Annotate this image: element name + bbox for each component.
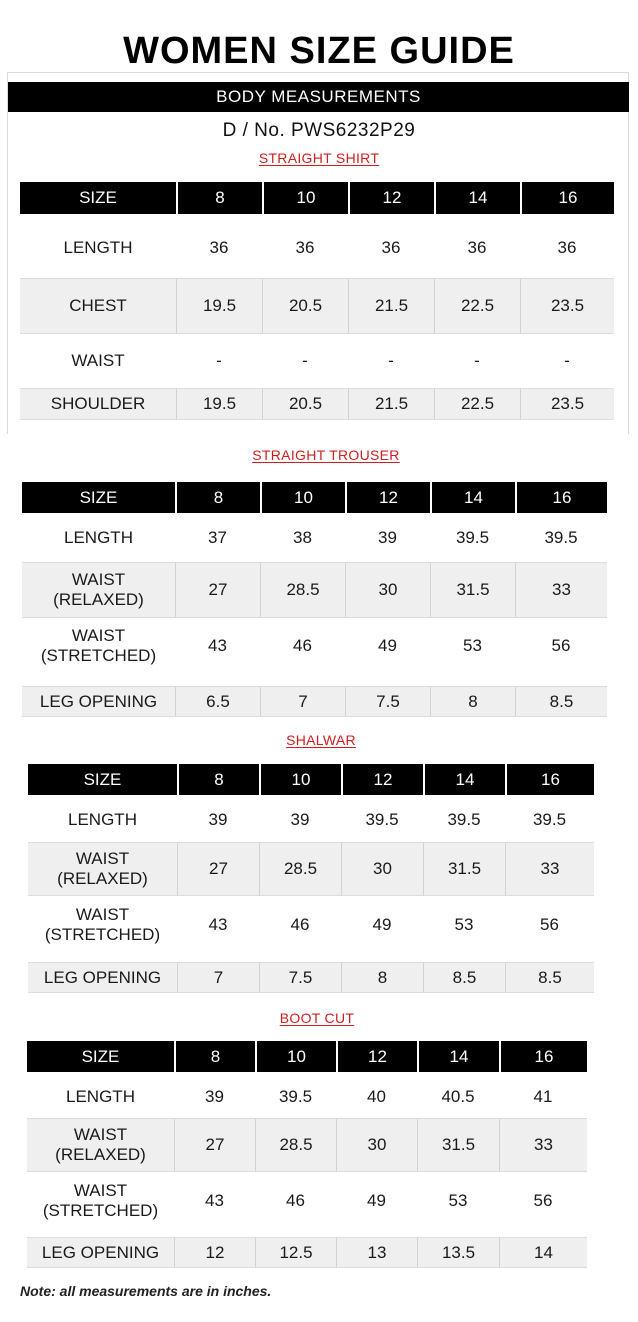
size-column-header: 10	[255, 1041, 336, 1072]
measurement-value: 12	[174, 1237, 255, 1268]
measurement-value: 8	[430, 686, 515, 717]
measurement-value: 43	[208, 636, 227, 655]
measurement-label: WAIST (STRETCHED)	[40, 626, 157, 665]
measurement-value: 8.5	[515, 686, 607, 717]
size-column-header: 12	[348, 182, 434, 214]
size-column-header: 16	[505, 764, 594, 795]
measurement-value: 39.5	[455, 528, 490, 547]
measurement-label: LENGTH	[68, 810, 137, 829]
size-header-cell: SIZE	[28, 764, 177, 795]
measurement-value: 36	[557, 238, 577, 257]
size-column-header: 8	[174, 1041, 255, 1072]
measurement-value: 27	[175, 562, 260, 618]
measurement-value: 33	[515, 562, 607, 618]
measurement-value: 37	[208, 528, 227, 547]
size-column-header: 16	[515, 482, 607, 513]
measurement-value: 28.5	[260, 562, 345, 618]
table-row	[20, 338, 614, 384]
measurement-value: 39.5	[278, 1087, 313, 1106]
measurement-value: 39.5	[532, 810, 567, 829]
measurement-value: 41	[533, 1087, 553, 1106]
measurement-value: 8	[341, 962, 423, 993]
measurement-value: 39.5	[447, 810, 481, 829]
measurement-value: 30	[345, 562, 430, 618]
measurement-value: -	[474, 351, 480, 370]
section-heading: STRAIGHT TROUSER	[252, 447, 400, 463]
table-row	[28, 842, 594, 896]
measurement-value: 23.5	[520, 388, 614, 420]
size-header-cell: SIZE	[20, 182, 176, 214]
measurement-value: 56	[540, 915, 559, 934]
measurement-value: 30	[336, 1118, 417, 1172]
measurement-value: 33	[505, 842, 594, 896]
size-table	[20, 182, 614, 420]
measurement-value: 22.5	[434, 278, 520, 334]
measurement-label: WAIST (RELAXED)	[27, 1118, 174, 1172]
measurement-value: 12.5	[255, 1237, 336, 1268]
measurement-label: LENGTH	[66, 1087, 135, 1106]
table-header-row	[28, 764, 594, 795]
measurement-value: 53	[448, 1191, 468, 1210]
measurement-value: 39	[208, 810, 228, 829]
section-heading: STRAIGHT SHIRT	[258, 150, 380, 166]
size-column-header: 14	[417, 1041, 499, 1072]
measurement-value: 33	[499, 1118, 587, 1172]
measurement-value: 14	[499, 1237, 587, 1268]
size-column-header: 14	[423, 764, 505, 795]
measurement-label: SHOULDER	[20, 388, 176, 420]
measurement-label: CHEST	[20, 278, 176, 334]
measurement-value: 36	[467, 238, 487, 257]
measurement-label: WAIST (RELAXED)	[28, 842, 177, 896]
table-row	[27, 1078, 587, 1116]
measurement-value: 28.5	[259, 842, 341, 896]
measurement-value: 22.5	[434, 388, 520, 420]
measurement-value: 19.5	[176, 278, 262, 334]
size-header-cell: SIZE	[22, 482, 175, 513]
measurement-value: 46	[290, 915, 310, 934]
measurement-value: 7.5	[345, 686, 430, 717]
size-column-header: 12	[341, 764, 423, 795]
measurement-value: 38	[293, 528, 312, 547]
size-column-header: 12	[345, 482, 430, 513]
table-row	[22, 686, 607, 717]
measurement-value: 27	[177, 842, 259, 896]
measurement-label: LENGTH	[63, 238, 133, 257]
design-number: D / No. PWS6232P29	[222, 120, 416, 141]
table-row	[22, 618, 607, 674]
body-measurements-banner: BODY MEASUREMENTS	[8, 82, 629, 112]
measurement-value: 49	[367, 1191, 386, 1210]
table-row	[28, 898, 594, 952]
measurement-value: 46	[286, 1191, 305, 1210]
measurement-value: 20.5	[262, 388, 348, 420]
measurement-label: LENGTH	[64, 528, 133, 547]
measurement-value: 8.5	[505, 962, 594, 993]
measurement-value: 39.5	[544, 528, 578, 547]
measurement-value: 36	[209, 238, 229, 257]
measurement-value: 31.5	[430, 562, 515, 618]
measurement-value: 6.5	[175, 686, 260, 717]
measurement-value: 39	[205, 1087, 224, 1106]
table-row	[28, 800, 594, 840]
measurement-value: 7	[177, 962, 259, 993]
size-column-header: 12	[336, 1041, 417, 1072]
measurement-value: -	[302, 351, 308, 370]
measurement-value: 39	[378, 528, 397, 547]
measurement-value: 28.5	[255, 1118, 336, 1172]
measurement-value: 53	[454, 915, 474, 934]
measurement-value: -	[388, 351, 394, 370]
measurement-label: WAIST (STRETCHED)	[44, 905, 161, 944]
measurement-value: 46	[293, 636, 312, 655]
table-header-row	[22, 482, 607, 513]
size-column-header: 14	[434, 182, 520, 214]
size-column-header: 8	[177, 764, 259, 795]
measurement-value: 36	[295, 238, 315, 257]
measurement-value: 23.5	[520, 278, 614, 334]
size-column-header: 10	[262, 182, 348, 214]
measurement-value: 39.5	[365, 810, 399, 829]
table-row	[22, 516, 607, 560]
measurement-label: WAIST (RELAXED)	[22, 562, 175, 618]
table-row	[20, 388, 614, 420]
size-table	[28, 764, 594, 993]
table-row	[27, 1174, 587, 1228]
size-header-cell: SIZE	[27, 1041, 174, 1072]
measurement-value: 53	[463, 636, 482, 655]
measurement-value: 56	[551, 636, 571, 655]
size-table	[22, 482, 607, 717]
measurement-value: 7.5	[259, 962, 341, 993]
measurement-value: 36	[381, 238, 401, 257]
measurement-value: 27	[174, 1118, 255, 1172]
table-row	[28, 962, 594, 993]
table-row	[27, 1237, 587, 1268]
measurement-value: 40.5	[441, 1087, 475, 1106]
measurement-label: LEG OPENING	[22, 686, 175, 717]
measurement-value: 21.5	[348, 278, 434, 334]
measurement-value: 13	[336, 1237, 417, 1268]
size-column-header: 14	[430, 482, 515, 513]
table-header-row	[27, 1041, 587, 1072]
size-table	[27, 1041, 587, 1268]
section-heading: SHALWAR	[286, 732, 356, 748]
table-row	[20, 278, 614, 334]
measurement-value: -	[216, 351, 222, 370]
table-row	[27, 1118, 587, 1172]
measurement-value: 19.5	[176, 388, 262, 420]
measurement-label: WAIST (STRETCHED)	[42, 1181, 159, 1220]
measurement-value: 31.5	[423, 842, 505, 896]
measurement-value: 43	[208, 915, 228, 934]
measurement-value: 43	[205, 1191, 224, 1210]
table-row	[20, 220, 614, 276]
measurement-label: LEG OPENING	[28, 962, 177, 993]
size-column-header: 16	[499, 1041, 587, 1072]
measurement-label: WAIST	[71, 351, 125, 370]
measurement-value: 49	[372, 915, 392, 934]
size-column-header: 10	[260, 482, 345, 513]
measurement-value: 21.5	[348, 388, 434, 420]
measurement-value: 7	[260, 686, 345, 717]
measurement-value: 30	[341, 842, 423, 896]
table-row	[22, 562, 607, 618]
measurement-value: 13.5	[417, 1237, 499, 1268]
measurement-value: 20.5	[262, 278, 348, 334]
size-column-header: 16	[520, 182, 614, 214]
size-column-header: 8	[176, 182, 262, 214]
table-header-row	[20, 182, 614, 214]
measurement-value: 56	[533, 1191, 553, 1210]
size-column-header: 10	[259, 764, 341, 795]
measurement-value: -	[564, 351, 570, 370]
section-heading: BOOT CUT	[279, 1010, 355, 1026]
page-title: WOMEN SIZE GUIDE	[123, 30, 515, 72]
measurement-value: 49	[378, 636, 397, 655]
measurement-value: 39	[290, 810, 310, 829]
measurement-label: LEG OPENING	[27, 1237, 174, 1268]
size-column-header: 8	[175, 482, 260, 513]
measurement-note: Note: all measurements are in inches.	[20, 1283, 272, 1299]
measurement-value: 31.5	[417, 1118, 499, 1172]
measurement-value: 40	[367, 1087, 386, 1106]
measurement-value: 8.5	[423, 962, 505, 993]
